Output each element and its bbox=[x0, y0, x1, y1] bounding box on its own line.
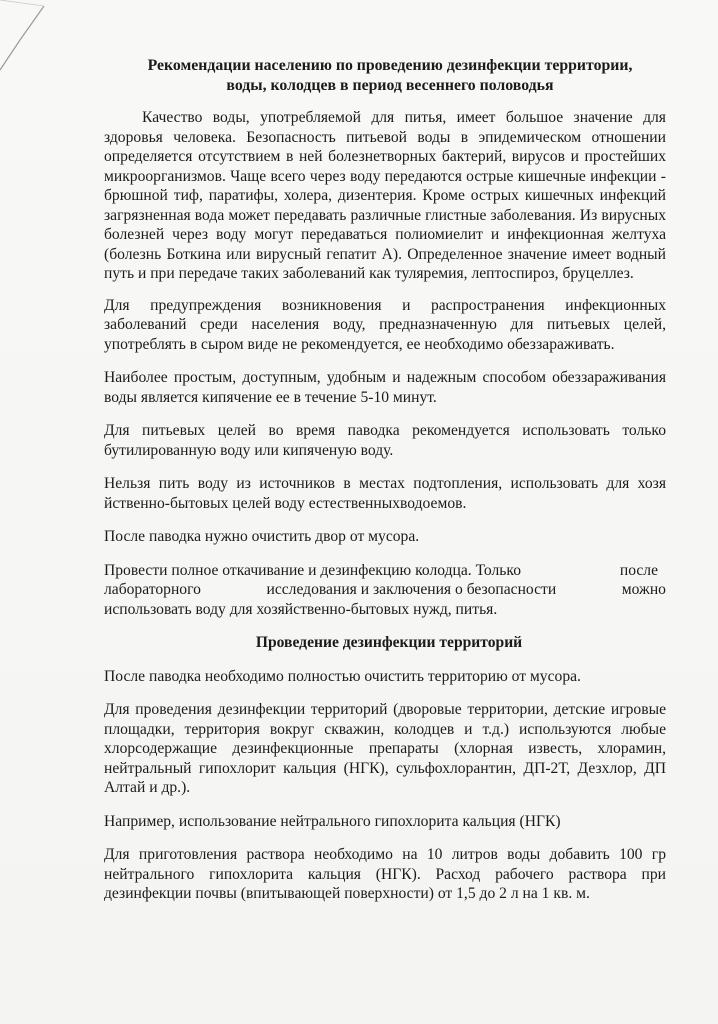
section-subtitle: Проведение дезинфекции территорий bbox=[255, 634, 523, 651]
well-line-2-end: можно bbox=[621, 581, 666, 598]
paragraph-bottled-water: Для питьевых целей во время паводка рекомендуется использовать только бутилированную воду или кипяченую воду. bbox=[104, 422, 666, 459]
paragraph-solution-prep: Для приготовления раствора необходимо на 10 литров воды добавить 100 гр нейтрального гипохлорита кальция (НГК). Расход рабочего раствора при дезинфекции почвы (впитывающей поверхности) от 1,5 до 2 л на 1 кв. м. bbox=[104, 846, 666, 902]
well-line-2 bbox=[104, 580, 666, 600]
well-line-1-text: Провести полное откачивание и дезинфекцию колодца. Только bbox=[104, 561, 522, 579]
well-line-2-start: лабораторного bbox=[104, 581, 201, 598]
document-body bbox=[104, 56, 666, 918]
paragraph-disinfectants: Для проведения дезинфекции территорий (дворовые территории, детские игровые площадки, территория вокруг скважин, колодцев и т.д.) используются любые хлорсодержащие дезинфекционные препараты (хлорная известь, хлорамин, нейтральный гипохлорит кальция (НГК), сульфохлорантин, ДП-2Т, Дезхлор, ДП Алтай и др.). bbox=[104, 701, 666, 796]
paragraph-yard-cleaning: После паводка нужно очистить двор от мусора. bbox=[104, 528, 420, 545]
document-title bbox=[104, 56, 666, 96]
well-line-3: использовать воду для хозяйственно-бытовых нужд, питья. bbox=[104, 600, 498, 618]
paragraph-prevention: Для предупреждения возникновения и распространения инфекционных заболеваний среди населения воду, предназначенную для питьевых целей, употреблять в сыром виде не рекомендуется, ее необходимо обеззараживать. bbox=[104, 296, 666, 353]
paragraph-flooded-sources: Нельзя пить воду из источников в местах подтопления, использовать для хозя йственно-бытовых целей воду естественныхводоемов. bbox=[104, 475, 666, 512]
title-line-1: Рекомендации населению по проведению дезинфекции территории, bbox=[147, 57, 633, 74]
well-line-2-middle: исследования и заключения о безопасности bbox=[266, 581, 557, 598]
paragraph-territory-cleaning: После паводка необходимо полностью очистить территорию от мусора. bbox=[104, 667, 581, 685]
well-line-1 bbox=[104, 561, 666, 581]
paragraph-well-disinfection bbox=[104, 561, 666, 620]
paragraph-example: Например, использование нейтрального гипохлорита кальция (НГК) bbox=[104, 812, 561, 830]
page-fold-mark bbox=[0, 0, 60, 90]
well-line-1-end: после bbox=[619, 561, 658, 579]
paragraph-boiling: Наиболее простым, доступным, удобным и надежным способом обеззараживания воды является кипячение ее в течение 5-10 минут. bbox=[104, 369, 666, 406]
paragraph-water-quality: Качество воды, употребляемой для питья, имеет большое значение для здоровья человека. Безопасность питьевой воды в эпидемическом отношении определяется отсутствием в ней болезнетворных бактерий, вирусов и простейших микроорганизмов. Чаще всего через воду передаются острые кишечные инфекции - брюшной тиф, паратифы, холера, дизентерия. Кроме острых кишечных инфекций загрязненная вода может передавать различные глистные заболевания. Из вирусных болезней через воду могут передаваться полиомиелит и инфекционная желтуха (болезнь Боткина или вирусный гепатит А). Определенное значение имеет водный путь и при передаче таких заболеваний как туляремия, лептоспироз, бруцеллез. bbox=[104, 109, 666, 282]
title-line-2: воды, колодцев в период весеннего половодья bbox=[226, 77, 554, 94]
